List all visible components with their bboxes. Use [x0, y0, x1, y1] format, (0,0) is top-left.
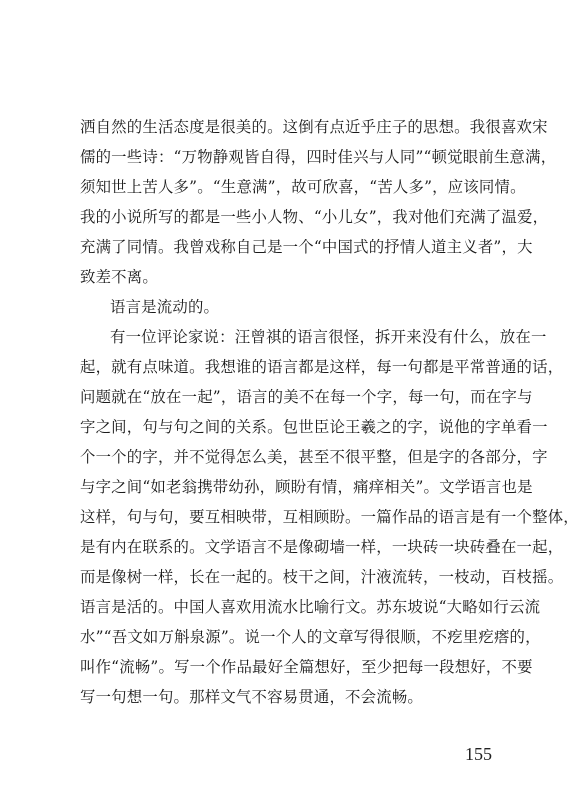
text-line: 字之间，句与句之间的关系。包世臣论王羲之的字，说他的字单看一 [80, 418, 548, 436]
text-line: 致差不离。 [80, 268, 158, 286]
text-line: 而是像树一样，长在一起的。枝干之间，汁液流转，一枝动，百枝摇。 [80, 568, 564, 586]
text-line: 写一句想一句。那样文气不容易贯通，不会流畅。 [80, 688, 423, 706]
text-line: 这样，句与句，要互相映带，互相顾盼。一篇作品的语言是有一个整体， [80, 508, 579, 526]
text-line: 我的小说所写的都是一些小人物、“小儿女”，我对他们充满了温爱， [80, 208, 549, 226]
text-line: 个一个的字，并不觉得怎么美，甚至不很平整，但是字的各部分，字 [80, 448, 548, 466]
body-text [80, 112, 579, 712]
page-number: 155 [465, 744, 492, 764]
text-line: 叫作“流畅”。写一个作品最好全篇想好，至少把每一段想好，不要 [80, 658, 533, 676]
text-line: 水”“吾文如万斛泉源”。说一个人的文章写得很顺，不疙里疙瘩的， [80, 628, 541, 646]
text-line: 是有内在联系的。文学语言不是像砌墙一样，一块砖一块砖叠在一起， [80, 538, 564, 556]
text-line: 儒的一些诗：“万物静观皆自得，四时佳兴与人同”“顿觉眼前生意满， [80, 148, 557, 166]
text-line: 充满了同情。我曾戏称自己是一个“中国式的抒情人道主义者”，大 [80, 238, 533, 256]
text-line: 洒自然的生活态度是很美的。这倒有点近乎庄子的思想。我很喜欢宋 [80, 118, 548, 136]
section-statement: 语言是流动的。 [110, 298, 220, 316]
text-line: 语言是活的。中国人喜欢用流水比喻行文。苏东坡说“大略如行云流 [80, 598, 541, 616]
text-line: 问题就在“放在一起”，语言的美不在每一个字，每一句，而在字与 [80, 388, 533, 406]
text-line: 须知世上苦人多”。“生意满”，故可欣喜，“苦人多”，应该同情。 [80, 178, 526, 196]
text-line: 与字之间“如老翁携带幼孙，顾盼有情，痛痒相关”。文学语言也是 [80, 478, 533, 496]
text-line: 有一位评论家说：汪曾祺的语言很怪，拆开来没有什么，放在一 [110, 328, 547, 346]
text-line: 起，就有点味道。我想谁的语言都是这样，每一句都是平常普通的话， [80, 358, 564, 376]
